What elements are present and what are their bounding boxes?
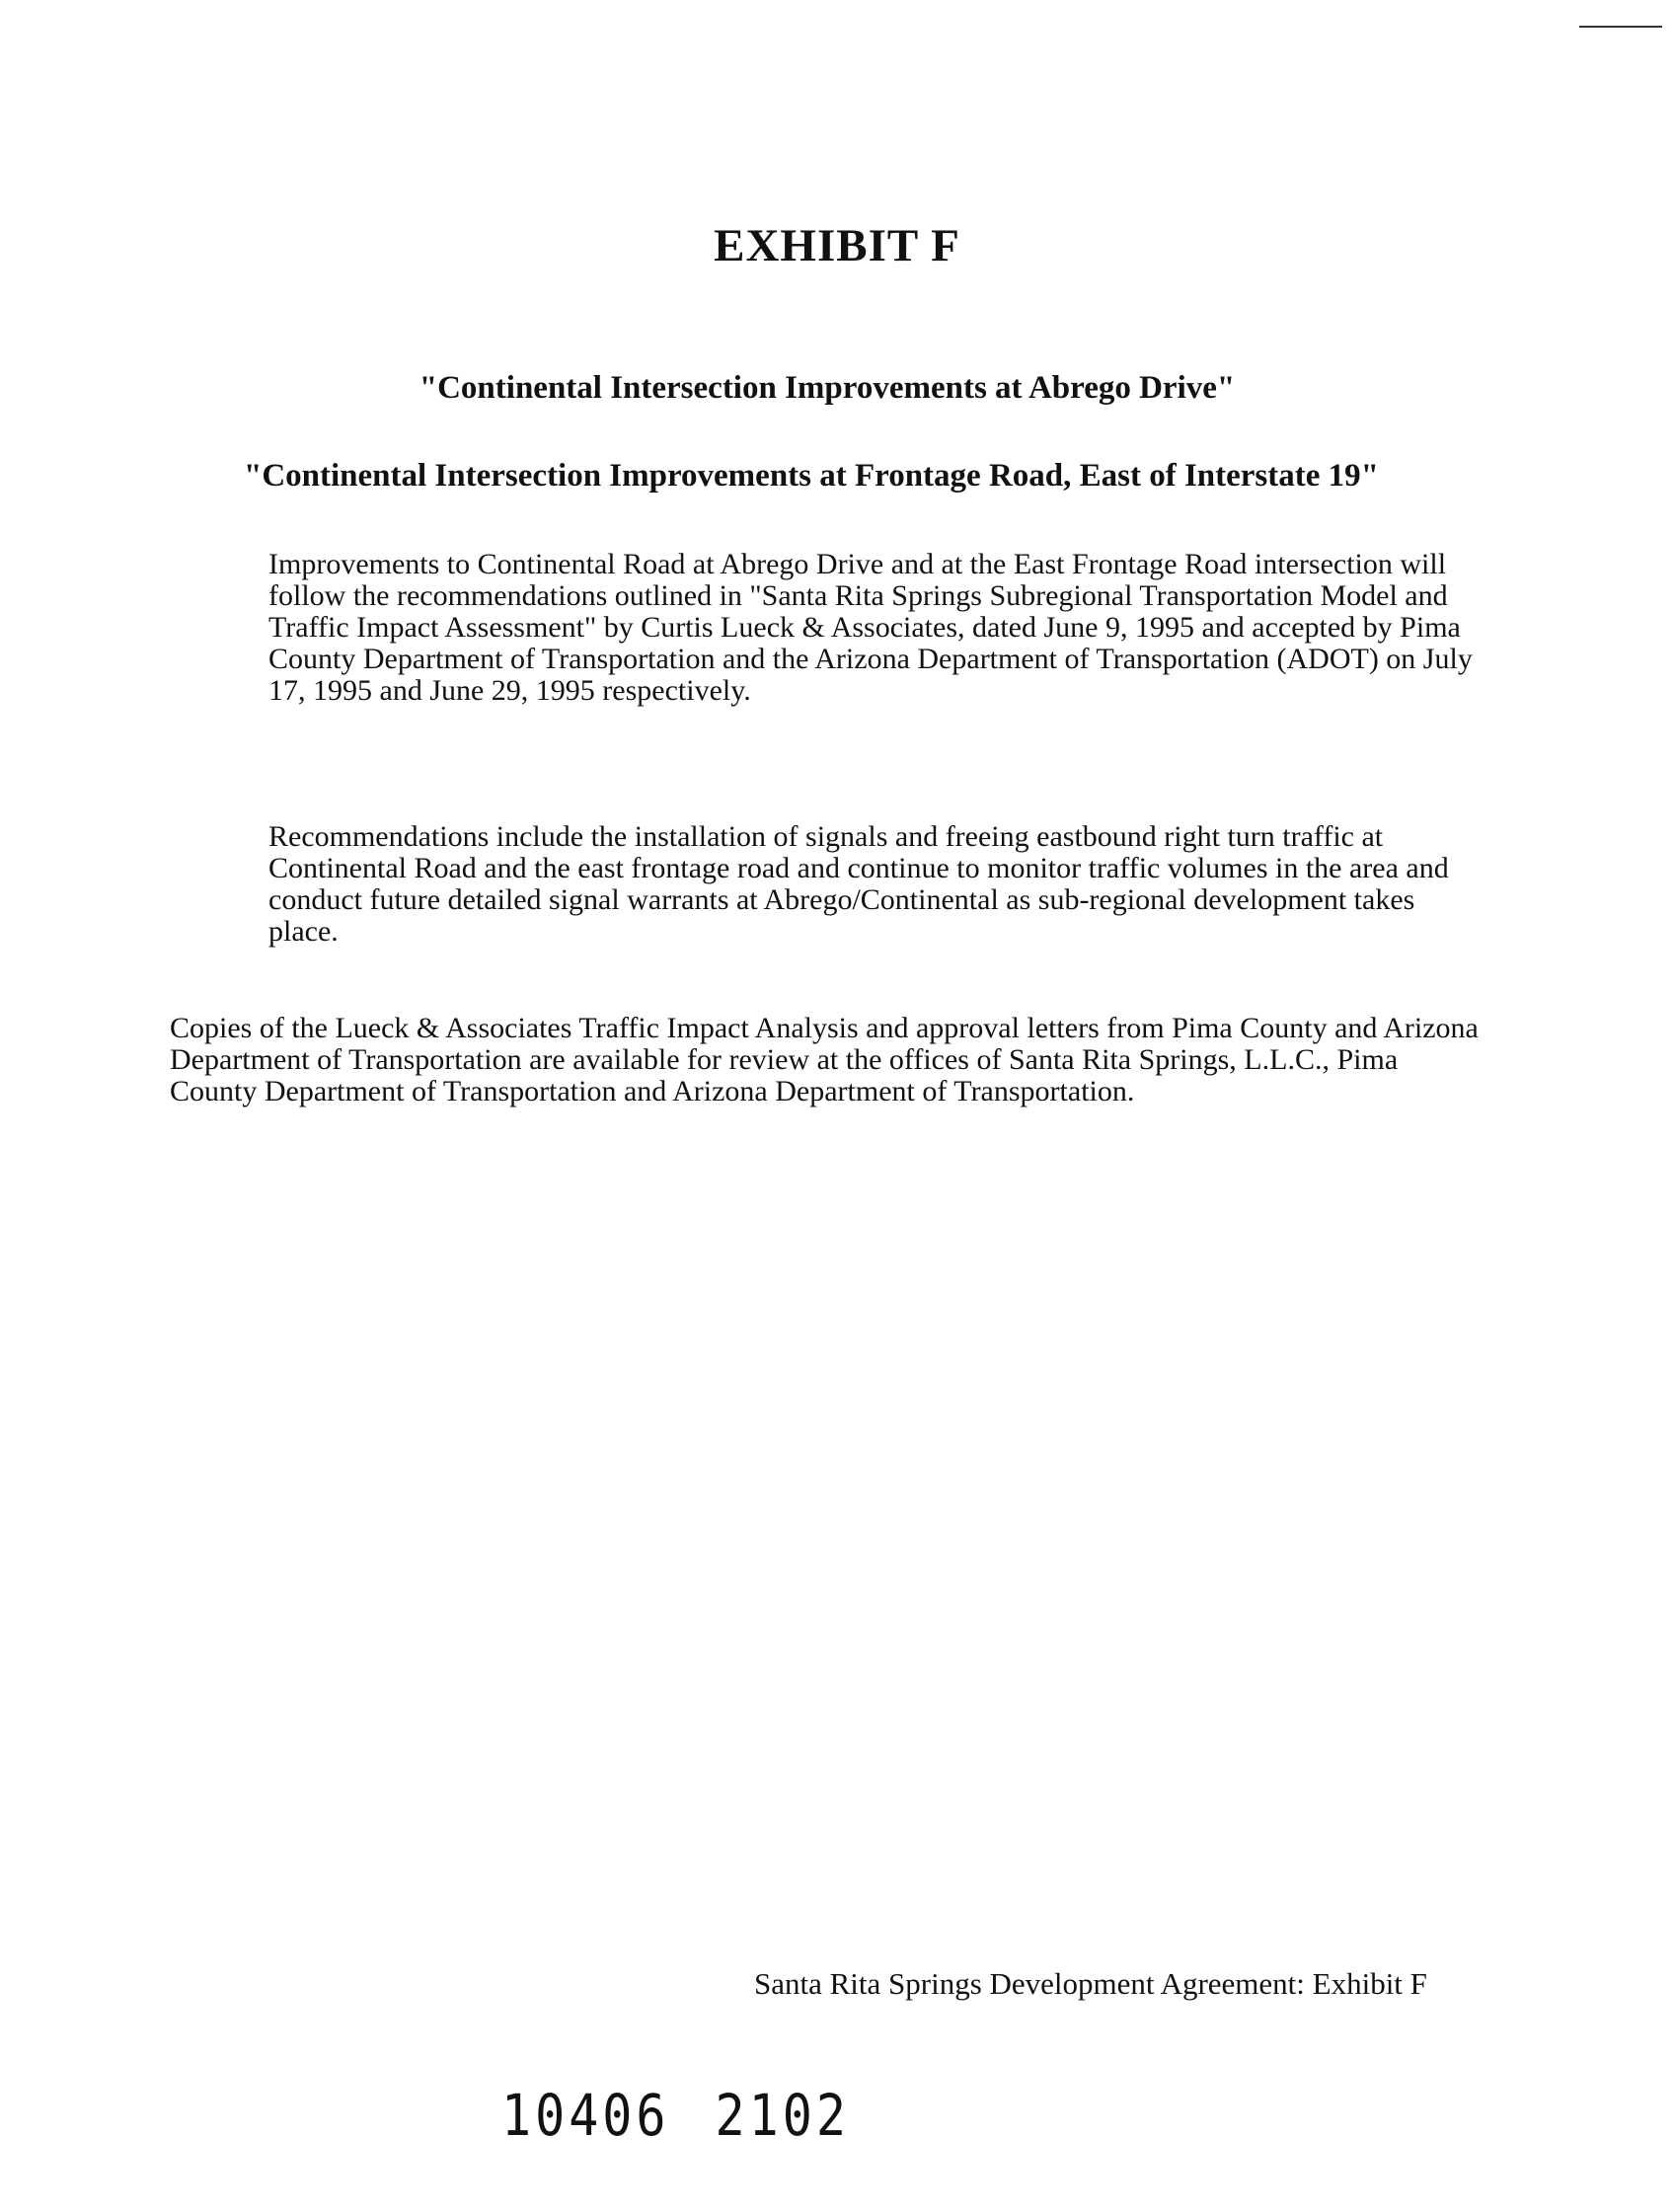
paragraph-recommendations: Recommendations include the installation of signals and freeing eastbound right turn traffic at Continental Road and the east frontage road and continue to monitor traffic volumes in the area and conduct future detailed signal warrants at Abrego/Continental as sub-regional development takes place. (268, 820, 1449, 948)
subtitle-abrego: "Continental Intersection Improvements at Abrego Drive" (418, 370, 1236, 406)
paragraph-improvements: Improvements to Continental Road at Abrego Drive and at the East Frontage Road intersection will follow the recommendations outlined in "Santa Rita Springs Subregional Transportation Model and Traffic Impact Assessment" by Curtis Lueck & Associates, dated June 9, 1995 and accepted by Pima County Department of Transportation and the Arizona Department of Transportation (ADOT) on July 17, 1995 and June 29, 1995 respectively. (268, 548, 1473, 707)
corner-mark (1579, 26, 1662, 28)
docket-stamp (501, 2083, 850, 2149)
subtitle-frontage: "Continental Intersection Improvements at Frontage Road, East of Interstate 19" (244, 458, 1379, 494)
exhibit-title: EXHIBIT F (714, 220, 960, 271)
page-number: 2102 (715, 2083, 850, 2149)
paragraph-copies: Copies of the Lueck & Associates Traffic Impact Analysis and approval letters from Pima County and Arizona Department of Transportation are available for review at the offices of Santa Rita Springs, L.L.C., Pima County Department of Transportation and Arizona Department of Transportation. (170, 1012, 1479, 1107)
footer-caption: Santa Rita Springs Development Agreement: Exhibit F (754, 1966, 1427, 2001)
docket-number: 10406 (501, 2083, 670, 2149)
